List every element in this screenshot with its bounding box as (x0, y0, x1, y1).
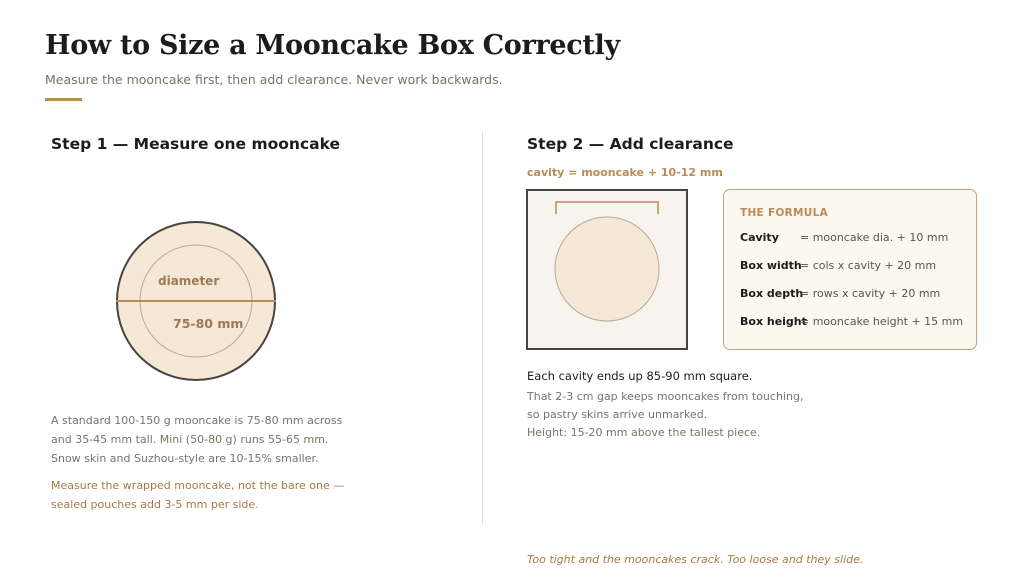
page-title: How to Size a Mooncake Box Correctly (45, 30, 620, 61)
cavity-detail-line: That 2-3 cm gap keeps mooncakes from touching, (527, 390, 804, 403)
formula-card (723, 189, 977, 350)
step1-note-line: sealed pouches add 3-5 mm per side. (51, 498, 259, 511)
step1-note-line: Measure the wrapped mooncake, not the bare one — (51, 479, 345, 492)
step1-description-line: Snow skin and Suzhou-style are 10-15% smaller. (51, 452, 319, 465)
formula-row-box-height (740, 315, 963, 328)
formula-expression: = mooncake height + 15 mm (800, 315, 964, 328)
cavity-mooncake (555, 217, 659, 321)
footer-note: Too tight and the mooncakes crack. Too loose and they slide. (527, 553, 864, 566)
step1-description (51, 411, 342, 468)
formula-expression: = rows x cavity + 20 mm (800, 287, 941, 300)
cavity-details (527, 388, 803, 442)
mooncake-diagram (110, 215, 282, 387)
cavity-summary: Each cavity ends up 85-90 mm square. (527, 369, 753, 383)
diameter-label: diameter (158, 274, 220, 288)
title-accent-rule (45, 98, 82, 101)
step1-note (51, 476, 344, 514)
formula-term: Cavity (740, 231, 779, 244)
diameter-value: 75-80 mm (173, 316, 244, 331)
step2-heading: Step 2 — Add clearance (527, 135, 734, 153)
formula-row-cavity (740, 231, 948, 244)
formula-expression: = cols x cavity + 20 mm (800, 259, 937, 272)
formula-row-box-width (740, 259, 936, 272)
column-divider (482, 131, 483, 525)
cavity-detail-line: Height: 15-20 mm above the tallest piece. (527, 426, 761, 439)
formula-term: Box height (740, 315, 807, 328)
step1-heading: Step 1 — Measure one mooncake (51, 135, 340, 153)
cavity-rule: cavity = mooncake + 10-12 mm (527, 166, 723, 179)
page-subtitle: Measure the mooncake first, then add clearance. Never work backwards. (45, 72, 503, 87)
formula-term: Box depth (740, 287, 804, 300)
formula-expression: = mooncake dia. + 10 mm (800, 231, 949, 244)
formula-row-box-depth (740, 287, 940, 300)
cavity-detail-line: so pastry skins arrive unmarked. (527, 408, 708, 421)
step1-description-line: and 35-45 mm tall. Mini (50-80 g) runs 55-65 mm. (51, 433, 329, 446)
cavity-diagram (526, 189, 690, 352)
formula-title: THE FORMULA (740, 207, 829, 219)
step1-description-line: A standard 100-150 g mooncake is 75-80 mm across (51, 414, 343, 427)
formula-term: Box width (740, 259, 802, 272)
